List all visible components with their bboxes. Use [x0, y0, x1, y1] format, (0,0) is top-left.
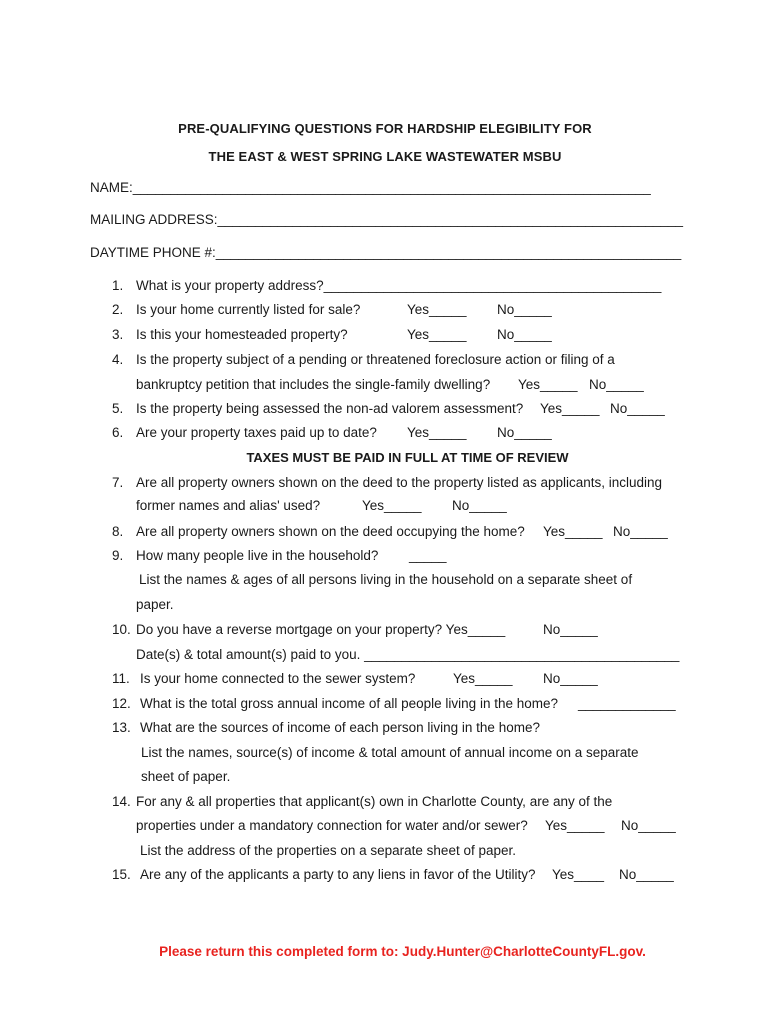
properties-instructions: List the address of the properties on a separate sheet of paper.: [140, 843, 516, 858]
question-homesteaded: Is this your homesteaded property?: [136, 327, 348, 342]
taxes-notice: TAXES MUST BE PAID IN FULL AT TIME OF REVIEW: [246, 450, 569, 465]
sewer-connected-no[interactable]: No_____: [543, 671, 598, 686]
question-utility-liens: Are any of the applicants a party to any liens in favor of the Utility?: [140, 867, 536, 882]
household-instructions-cont: paper.: [136, 597, 174, 612]
income-sources-instructions: List the names, source(s) of income & total amount of annual income on a separate: [141, 745, 639, 760]
household-instructions: List the names & ages of all persons living in the household on a separate sheet of: [139, 572, 633, 587]
sewer-connected-yes[interactable]: Yes_____: [453, 671, 513, 686]
household-size-blank[interactable]: _____: [409, 548, 447, 563]
income-sources-instructions-cont: sheet of paper.: [141, 769, 231, 784]
question-number: 13.: [112, 720, 131, 735]
reverse-mortgage-no[interactable]: No_____: [543, 622, 598, 637]
question-owners-listed-cont: former names and alias' used?: [136, 498, 321, 513]
homesteaded-yes[interactable]: Yes_____: [407, 327, 467, 342]
form-title-line1: PRE-QUALIFYING QUESTIONS FOR HARDSHIP ELEGIBILITY FOR: [178, 121, 592, 136]
owners-occupying-no[interactable]: No_____: [613, 524, 668, 539]
question-number: 12.: [112, 696, 131, 711]
question-number: 8.: [112, 524, 124, 539]
question-foreclosure-cont: bankruptcy petition that includes the single-family dwelling?: [136, 377, 491, 392]
question-number: 6.: [112, 425, 124, 440]
mandatory-connection-yes[interactable]: Yes_____: [545, 818, 605, 833]
homesteaded-no[interactable]: No_____: [497, 327, 552, 342]
return-instructions: Please return this completed form to: Judy.Hunter@CharlotteCountyFL.gov.: [159, 944, 646, 959]
question-reverse-mortgage: Do you have a reverse mortgage on your property? Yes_____: [136, 622, 506, 637]
foreclosure-yes[interactable]: Yes_____: [518, 377, 578, 392]
question-sewer-connected: Is your home connected to the sewer system?: [140, 671, 416, 686]
question-foreclosure: Is the property subject of a pending or threatened foreclosure action or filing of a: [136, 352, 615, 367]
question-property-address[interactable]: What is your property address?_____________________________________________: [136, 278, 662, 293]
taxes-paid-no[interactable]: No_____: [497, 425, 552, 440]
daytime-phone-field[interactable]: DAYTIME PHONE #:______________________________________________________________: [90, 245, 682, 260]
question-owners-occupying: Are all property owners shown on the deed occupying the home?: [136, 524, 525, 539]
question-number: 15.: [112, 867, 131, 882]
question-number: 14.: [112, 794, 131, 809]
name-field[interactable]: NAME:_____________________________________________________________________: [90, 180, 651, 195]
question-owners-listed: Are all property owners shown on the deed to the property listed as applicants, including: [136, 475, 663, 490]
question-number: 1.: [112, 278, 124, 293]
foreclosure-no[interactable]: No_____: [589, 377, 644, 392]
question-number: 10.: [112, 622, 131, 637]
question-number: 4.: [112, 352, 124, 367]
question-number: 5.: [112, 401, 124, 416]
reverse-mortgage-amounts[interactable]: Date(s) & total amount(s) paid to you. __________________________________________: [136, 647, 680, 662]
question-mandatory-connection: For any & all properties that applicant(s) own in Charlotte County, are any of the: [136, 794, 613, 809]
question-number: 2.: [112, 302, 124, 317]
question-assessment: Is the property being assessed the non-ad valorem assessment?: [136, 401, 524, 416]
question-gross-income: What is the total gross annual income of all people living in the home?: [140, 696, 558, 711]
question-listed-for-sale: Is your home currently listed for sale?: [136, 302, 361, 317]
taxes-paid-yes[interactable]: Yes_____: [407, 425, 467, 440]
listed-for-sale-yes[interactable]: Yes_____: [407, 302, 467, 317]
gross-income-blank[interactable]: _____________: [578, 696, 676, 711]
question-number: 11.: [112, 671, 130, 686]
assessment-yes[interactable]: Yes_____: [540, 401, 600, 416]
question-number: 7.: [112, 475, 124, 490]
question-number: 9.: [112, 548, 124, 563]
owners-listed-no[interactable]: No_____: [452, 498, 507, 513]
assessment-no[interactable]: No_____: [610, 401, 665, 416]
mailing-address-field[interactable]: MAILING ADDRESS:______________________________________________________________: [90, 212, 684, 227]
mandatory-connection-no[interactable]: No_____: [621, 818, 676, 833]
owners-listed-yes[interactable]: Yes_____: [362, 498, 422, 513]
question-income-sources: What are the sources of income of each person living in the home?: [140, 720, 540, 735]
question-mandatory-connection-cont: properties under a mandatory connection for water and/or sewer?: [136, 818, 528, 833]
utility-liens-no[interactable]: No_____: [619, 867, 674, 882]
owners-occupying-yes[interactable]: Yes_____: [543, 524, 603, 539]
question-household-size: How many people live in the household?: [136, 548, 379, 563]
question-number: 3.: [112, 327, 124, 342]
question-taxes-paid: Are your property taxes paid up to date?: [136, 425, 377, 440]
listed-for-sale-no[interactable]: No_____: [497, 302, 552, 317]
utility-liens-yes[interactable]: Yes____: [552, 867, 605, 882]
form-title-line2: THE EAST & WEST SPRING LAKE WASTEWATER MSBU: [208, 149, 562, 164]
